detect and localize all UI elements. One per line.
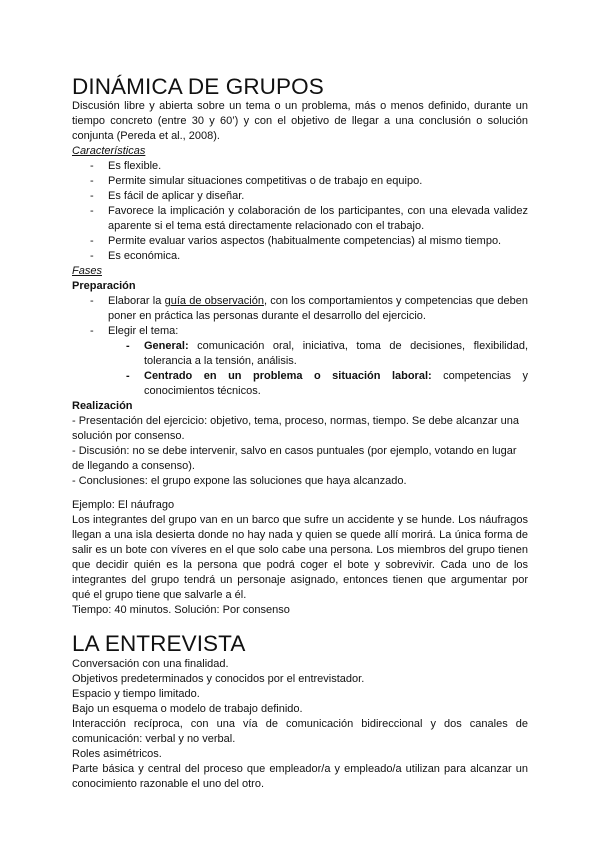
realizacion-heading: Realización	[72, 400, 133, 412]
sub-list-item: - General: comunicación oral, iniciativa, toma de decisiones, flexibilidad, tolerancia a la tensión, análisis.	[126, 340, 528, 367]
caracteristicas-list	[72, 159, 528, 264]
entrevista-line: Parte básica y central del proceso que empleador/a y empleado/a utilizan para alcanzar un conocimiento razonable el uno del otro.	[72, 763, 528, 790]
caracteristicas-heading: Características	[72, 145, 146, 157]
fases-heading: Fases	[72, 265, 102, 277]
preparacion-list	[72, 294, 528, 399]
list-item: - Elegir el tema: - General: comunicación oral, iniciativa, toma de decisiones, flexibilidad, tolerancia a la tensión, análisis. - Centrado en un problema o situación laboral: competencias y conocimientos técnicos.	[72, 324, 528, 399]
entrevista-line: Espacio y tiempo limitado.	[72, 688, 200, 700]
entrevista-line: Roles asimétricos.	[72, 748, 162, 760]
list-item: - Es fácil de aplicar y diseñar.	[90, 190, 245, 202]
guia-observacion-link: guía de observación	[164, 295, 264, 307]
tema-sublist	[72, 339, 528, 399]
list-item: - Elaborar la guía de observación, con los comportamientos y competencias que deben poner en práctica las personas durante el desarrollo del ejercicio.	[90, 295, 528, 322]
entrevista-line: Interacción recíproca, con una vía de comunicación bidireccional y dos canales de comunicación: verbal y no verbal.	[72, 718, 528, 745]
realizacion-item: - Discusión: no se debe intervenir, salvo en casos puntuales (por ejemplo, votando en lugar de llegando a consenso).	[72, 445, 517, 472]
section-title-dinamica: DINÁMICA DE GRUPOS	[72, 74, 324, 99]
ejemplo-tiempo: Tiempo: 40 minutos. Solución: Por consenso	[72, 604, 290, 616]
realizacion-item: - Conclusiones: el grupo expone las soluciones que haya alcanzado.	[72, 475, 407, 487]
section-title-entrevista: LA ENTREVISTA	[72, 631, 246, 656]
list-item: - Es económica.	[90, 250, 181, 262]
list-item: - Permite evaluar varios aspectos (habitualmente competencias) al mismo tiempo.	[90, 235, 502, 247]
list-item: - Permite simular situaciones competitivas o de trabajo en equipo.	[90, 175, 423, 187]
realizacion-item: - Presentación del ejercicio: objetivo, tema, proceso, normas, tiempo. Se debe alcanzar una solución por consenso.	[72, 415, 519, 442]
entrevista-line: Conversación con una finalidad.	[72, 658, 229, 670]
document-page	[72, 0, 528, 792]
list-item: - Favorece la implicación y colaboración de los participantes, con una elevada validez aparente si el tema está directamente relacionado con el trabajo.	[90, 205, 528, 232]
intro-paragraph: Discusión libre y abierta sobre un tema o un problema, más o menos definido, durante un tiempo concreto (entre 30 y 60’) y con el objetivo de llegar a una conclusión o solución conjunta (Pereda et al., 2008).	[72, 100, 528, 142]
ejemplo-heading: Ejemplo: El náufrago	[72, 499, 175, 511]
spacer	[72, 489, 528, 498]
list-item: - Es flexible.	[90, 160, 162, 172]
ejemplo-paragraph: Los integrantes del grupo van en un barco que sufre un accidente y se hunde. Los náufragos llegan a una isla desierta donde no hay nada y quien se quede allí morirá. La única forma de salir es un bote con víveres en el que solo cabe una persona. Los miembros del grupo tienen que decidir quién es la persona que podrá coger el bote y sobrevivir. Cada uno de los integrantes del grupo tendrá un personaje asignado, entonces tienen que argumentar por qué el grupo tiene que salvarle a él.	[72, 514, 528, 601]
entrevista-line: Objetivos predeterminados y conocidos por el entrevistador.	[72, 673, 365, 685]
preparacion-heading: Preparación	[72, 280, 136, 292]
entrevista-line: Bajo un esquema o modelo de trabajo definido.	[72, 703, 303, 715]
sub-list-item: - Centrado en un problema o situación laboral: competencias y conocimientos técnicos.	[126, 370, 528, 397]
